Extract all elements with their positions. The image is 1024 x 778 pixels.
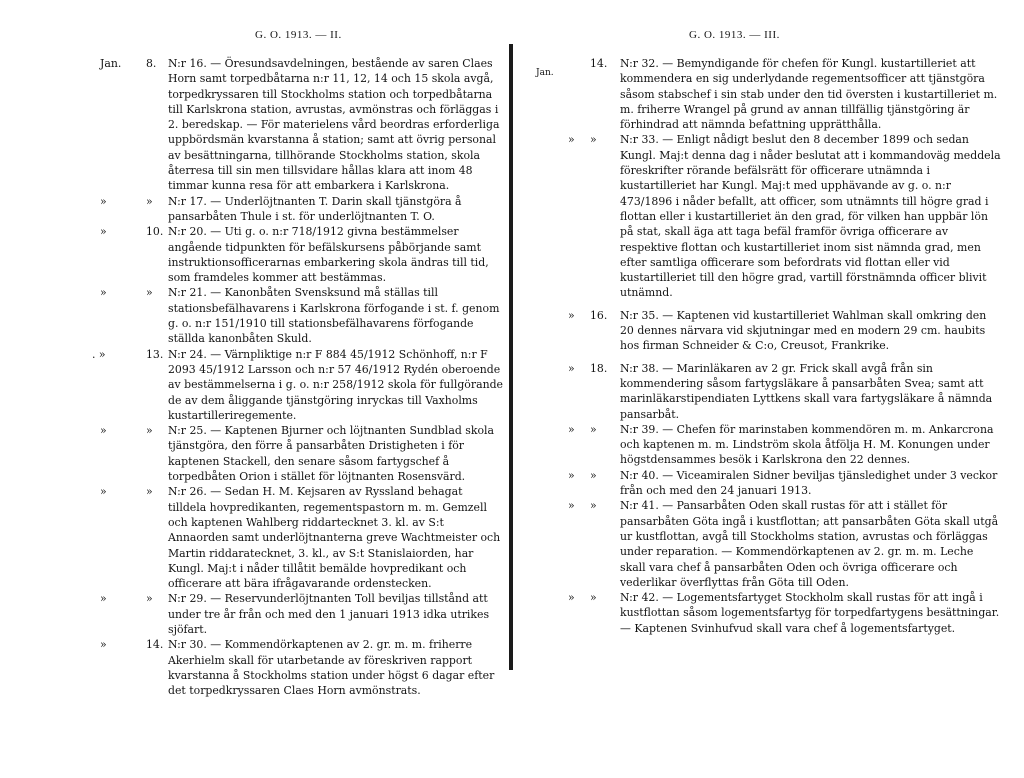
entry-ditto: » (100, 592, 107, 606)
order-entry (516, 56, 1024, 132)
entry-text: N:r 35. — Kaptenen vid kustartilleriet Wahlman skall omkring den 20 dennes närvara vid skjutningar med en modern 29 cm. haubits hos firman Schneider & C:o, Creusot, Frankrike. (620, 308, 987, 353)
page-gutter (509, 44, 513, 670)
entry-month: Jan. (536, 68, 554, 78)
order-entry (516, 498, 1024, 590)
order-entry (516, 361, 1024, 422)
entry-text: N:r 32. — Bemyndigande för chefen för Kungl. kustartilleriet att kommendera en sig underlydande regementsofficer att tjänstgöra såsom stabschef i sin stab under den tid översten i kustartilleriet m. m. friherre Wrangel på grund av annan tillfällig tjänstgöring är förhindrad att nämnda befattning upprätthålla. (620, 57, 998, 132)
entry-ditto: . » (92, 347, 106, 361)
entry-spacer (516, 301, 1024, 308)
order-entry (0, 347, 512, 423)
entry-day: 14. (590, 57, 608, 70)
entry-ditto: » (100, 638, 107, 652)
entry-day: 18. (590, 361, 608, 375)
entry-day: » (146, 286, 153, 300)
entry-text: N:r 30. — Kommendörkaptenen av 2. gr. m. m. friherre Akerhielm skall för utarbetande av föreskriven rapport kvarstanna å Stockholms station under högst 6 dagar efter det torpedkryssaren Claes Horn avmönstrats. (168, 638, 495, 698)
right-entries (516, 56, 1024, 636)
entry-day: » (146, 592, 153, 606)
entry-day: » (590, 422, 597, 436)
order-entry (516, 590, 1024, 636)
entry-ditto: » (100, 424, 107, 438)
entry-month: Jan. (100, 57, 122, 70)
entry-ditto: » (568, 499, 575, 513)
entry-day: 13. (146, 347, 164, 361)
entry-text: N:r 29. — Reservunderlöjtnanten Toll beviljas tillstånd att under tre år från och med den 1 januari 1913 idka utrikes sjöfart. (168, 592, 490, 636)
entry-day: 16. (590, 308, 608, 322)
entry-text: N:r 24. — Värnpliktige n:r F 884 45/1912 Schönhoff, n:r F 2093 45/1912 Larsson och n:r 57 46/1912 Rydén oberoende av bestämmelserna i g. o. n:r 258/1912 skola för fullgörande de av dem åliggande tjänstgöring inryckas till Vaxholms kustartilleriregemente. (168, 347, 503, 422)
entry-day: 10. (146, 225, 164, 239)
entry-day: » (146, 194, 153, 208)
entry-text: N:r 38. — Marinläkaren av 2 gr. Frick skall avgå från sin kommendering såsom fartygsläkare å pansarbåten Svea; samt att marinläkarstipendiaten Lyttkens skall vara fartygsläkare å nämnda pansarbåt. (620, 361, 993, 421)
entry-ditto: » (100, 225, 107, 239)
entry-day: » (590, 468, 597, 482)
entry-day: » (590, 499, 597, 513)
order-entry (0, 194, 512, 225)
entry-day: » (146, 424, 153, 438)
order-entry (0, 637, 512, 698)
order-entry (516, 132, 1024, 300)
order-entry (0, 484, 512, 591)
entry-text: N:r 41. — Pansarbåten Oden skall rustas för att i stället för pansarbåten Göta ingå i kustflottan; att pansarbåten Göta skall utgå ur kustflottan, avgå till Stockholms station, avrustas och förläggas under reparation. — Kommendörkaptenen av 2. gr. m. m. Leche skall vara chef å pansarbåten Oden och övriga officerare och vederlikar överflyttas från Göta till Oden. (620, 499, 999, 589)
entry-ditto: » (568, 133, 575, 147)
entry-text: N:r 33. — Enligt nådigt beslut den 8 december 1899 och sedan Kungl. Maj:t denna dag i nåder beslutat att i kommandoväg meddela föreskrifter rörande befälsrätt för officerare utnämnda i kustartilleriet har Kungl. Maj:t med upphävande av g. o. n:r 473/1896 i nåder befallt, att officer, som utnämnts till högre grad i flottan eller i kustartilleriet än den grad, för vilken han uppbär lön på stat, skall äga att taga befäl framför övriga officerare av respektive flottan och kustartilleriet inom sist nämnda grad, men efter samtliga officerare som befordrats vid flottan eller vid kustartilleriet till den högre grad, vartill förstnämnda officer blivit utnämnd. (620, 133, 1001, 300)
order-entry (0, 224, 512, 285)
entry-day: 14. (146, 638, 164, 652)
entry-text: N:r 26. — Sedan H. M. Kejsaren av Ryssland behagat tilldela hovpredikanten, regementspastorn m. m. Gemzell och kaptenen Wahlberg riddartecknet 3. kl. av S:t Annaorden samt underlöjtnanterna greve Wachtmeister och Martin riddaratecknet, 3. kl., av S:t Stanislaiorden, har Kungl. Maj:t i nåder tillåtit bemälde hovpredikant och officerare att bära ifrågavarande ordenstecken. (168, 485, 501, 591)
right-running-head: G. O. 1913. — III. (689, 29, 780, 41)
entry-day: 8. (146, 57, 157, 70)
order-entry (0, 591, 512, 637)
entry-ditto: » (568, 308, 575, 322)
entry-ditto: » (568, 361, 575, 375)
order-entry (516, 422, 1024, 468)
order-entry (0, 56, 512, 194)
entry-text: N:r 39. — Chefen för marinstaben kommendören m. m. Ankarcrona och kaptenen m. m. Lindström skola åtfölja H. M. Konungen under högstdensammes besök i Karlskrona den 22 dennes. (620, 422, 994, 467)
entry-text: N:r 17. — Underlöjtnanten T. Darin skall tjänstgöra å pansarbåten Thule i st. för underlöjtnanten T. O. (168, 194, 462, 223)
entry-ditto: » (100, 485, 107, 499)
order-entry (0, 423, 512, 484)
entry-text: N:r 16. — Öresundsavdelningen, bestående av saren Claes Horn samt torpedbåtarna n:r 11, 12, 14 och 15 skola avgå, torpedkryssaren till Stockholms station och torpedbåtarna till Karlskrona station, avrustas, avmönstras och förläggas i 2. beredskap. — För materielens vård beordras erforderliga uppbördsmän kvarstanna å station; samt att övrig personal av besättningarna, tillhörande Stockholms station, skola återresa till sin men tillsvidare hållas klara att inom 48 timmar kunna resa för att embarkera i Karlskrona. (168, 57, 500, 193)
entry-ditto: » (568, 422, 575, 436)
entry-ditto: » (568, 591, 575, 605)
entry-text: N:r 40. — Viceamiralen Sidner beviljas tjänsledighet under 3 veckor från och med den 24 januari 1913. (620, 468, 998, 498)
entry-day: » (590, 133, 597, 147)
order-entry (516, 468, 1024, 499)
order-entry (0, 285, 512, 346)
entry-ditto: » (100, 286, 107, 300)
entry-ditto: » (100, 194, 107, 208)
entry-day: » (590, 591, 597, 605)
entry-text: N:r 21. — Kanonbåten Svensksund må ställas till stationsbefälhavarens i Karlskrona förfogande i st. f. genom g. o. n:r 151/1910 till stationsbefälhavarens förfogande ställda kanonbåten Skuld. (168, 286, 500, 346)
entry-text: N:r 42. — Logementsfartyget Stockholm skall rustas för att ingå i kustflottan såsom logementsfartyg för torpedfartygens besättningar. — Kaptenen Svinhufvud skall vara chef å logementsfartyget. (620, 591, 1000, 635)
entry-text: N:r 25. — Kaptenen Bjurner och löjtnanten Sundblad skola tjänstgöra, den förre å pansarbåten Dristigheten i för kaptenen Stackell, den senare såsom fartygschef å torpedbåten Orion i stället för löjtnanten Rosensvärd. (168, 424, 495, 484)
entry-text: N:r 20. — Uti g. o. n:r 718/1912 givna bestämmelser angående tidpunkten för befälskursens påbörjande samt instruktionsofficerarnas embarkering skola ändras till tid, som framdeles kommer att bestämmas. (168, 225, 489, 285)
order-entry (516, 308, 1024, 354)
right-page (516, 0, 1024, 778)
entry-ditto: » (568, 468, 575, 482)
entry-spacer (516, 354, 1024, 361)
left-entries (0, 56, 512, 698)
left-running-head: G. O. 1913. — II. (255, 29, 342, 41)
entry-day: » (146, 485, 153, 499)
